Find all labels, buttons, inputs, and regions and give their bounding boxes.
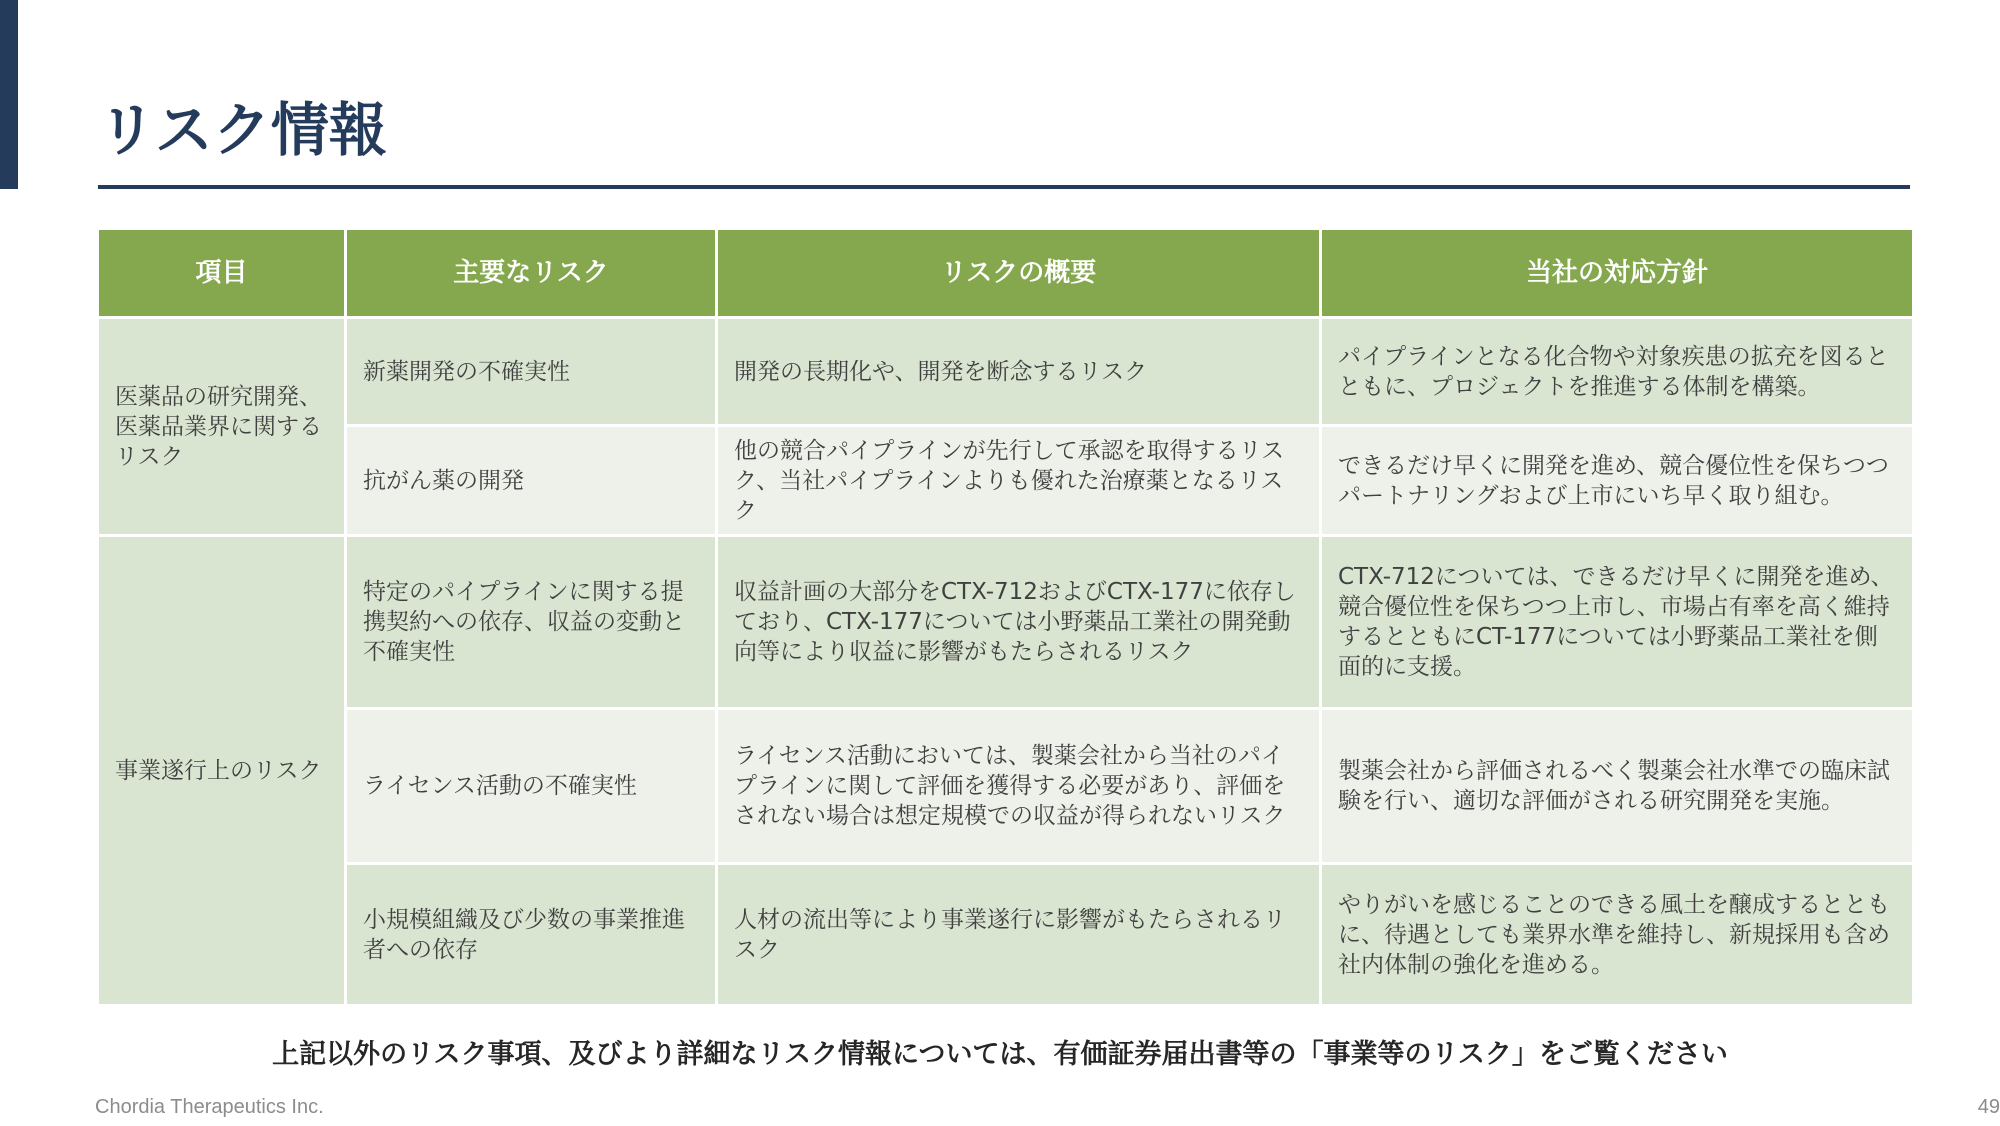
page-title: リスク情報 — [98, 96, 387, 164]
summary-cell: ライセンス活動においては、製薬会社から当社のパイプラインに関して評価を獲得する必要があり、評価をされない場合は想定規模での収益が得られないリスク — [717, 709, 1321, 864]
company-name: Chordia Therapeutics Inc. — [95, 1096, 324, 1118]
category-cell-business: 事業遂行上のリスク — [98, 536, 346, 1006]
summary-cell: 人材の流出等により事業遂行に影響がもたらされるリスク — [717, 864, 1321, 1006]
policy-cell: パイプラインとなる化合物や対象疾患の拡充を図るとともに、プロジェクトを推進する体制を構築。 — [1321, 318, 1914, 426]
category-cell-rd: 医薬品の研究開発、医薬品業界に関するリスク — [98, 318, 346, 536]
risk-cell: 特定のパイプラインに関する提携契約への依存、収益の変動と不確実性 — [346, 536, 717, 709]
policy-cell: やりがいを感じることのできる風土を醸成するとともに、待遇としても業界水準を維持し、新規採用も含め社内体制の強化を進める。 — [1321, 864, 1914, 1006]
risk-table — [96, 227, 1915, 1007]
risk-cell: 抗がん薬の開発 — [346, 426, 717, 536]
header-category: 項目 — [98, 229, 346, 318]
risk-cell: ライセンス活動の不確実性 — [346, 709, 717, 864]
table-row — [98, 536, 1914, 709]
table-row — [98, 426, 1914, 536]
table-row — [98, 318, 1914, 426]
policy-cell: できるだけ早くに開発を進め、競合優位性を保ちつつパートナリングおよび上市にいち早く取り組む。 — [1321, 426, 1914, 536]
summary-cell: 収益計画の大部分をCTX-712およびCTX-177に依存しており、CTX-177については小野薬品工業社の開発動向等により収益に影響がもたらされるリスク — [717, 536, 1321, 709]
header-response-policy: 当社の対応方針 — [1321, 229, 1914, 318]
policy-cell: 製薬会社から評価されるべく製薬会社水準での臨床試験を行い、適切な評価がされる研究開発を実施。 — [1321, 709, 1914, 864]
header-main-risk: 主要なリスク — [346, 229, 717, 318]
header-risk-summary: リスクの概要 — [717, 229, 1321, 318]
table-row — [98, 709, 1914, 864]
footer-note: 上記以外のリスク事項、及びより詳細なリスク情報については、有価証券届出書等の「事業等のリスク」をご覧ください — [272, 1039, 1728, 1070]
title-accent-bar — [0, 0, 18, 189]
table-header-row — [98, 229, 1914, 318]
title-underline — [98, 185, 1910, 189]
summary-cell: 開発の長期化や、開発を断念するリスク — [717, 318, 1321, 426]
policy-cell: CTX-712については、できるだけ早くに開発を進め、競合優位性を保ちつつ上市し、市場占有率を高く維持するとともにCT-177については小野薬品工業社を側面的に支援。 — [1321, 536, 1914, 709]
table-row — [98, 864, 1914, 1006]
summary-cell: 他の競合パイプラインが先行して承認を取得するリスク、当社パイプラインよりも優れた治療薬となるリスク — [717, 426, 1321, 536]
page-number: 49 — [1977, 1096, 2000, 1118]
risk-cell: 小規模組織及び少数の事業推進者への依存 — [346, 864, 717, 1006]
risk-cell: 新薬開発の不確実性 — [346, 318, 717, 426]
